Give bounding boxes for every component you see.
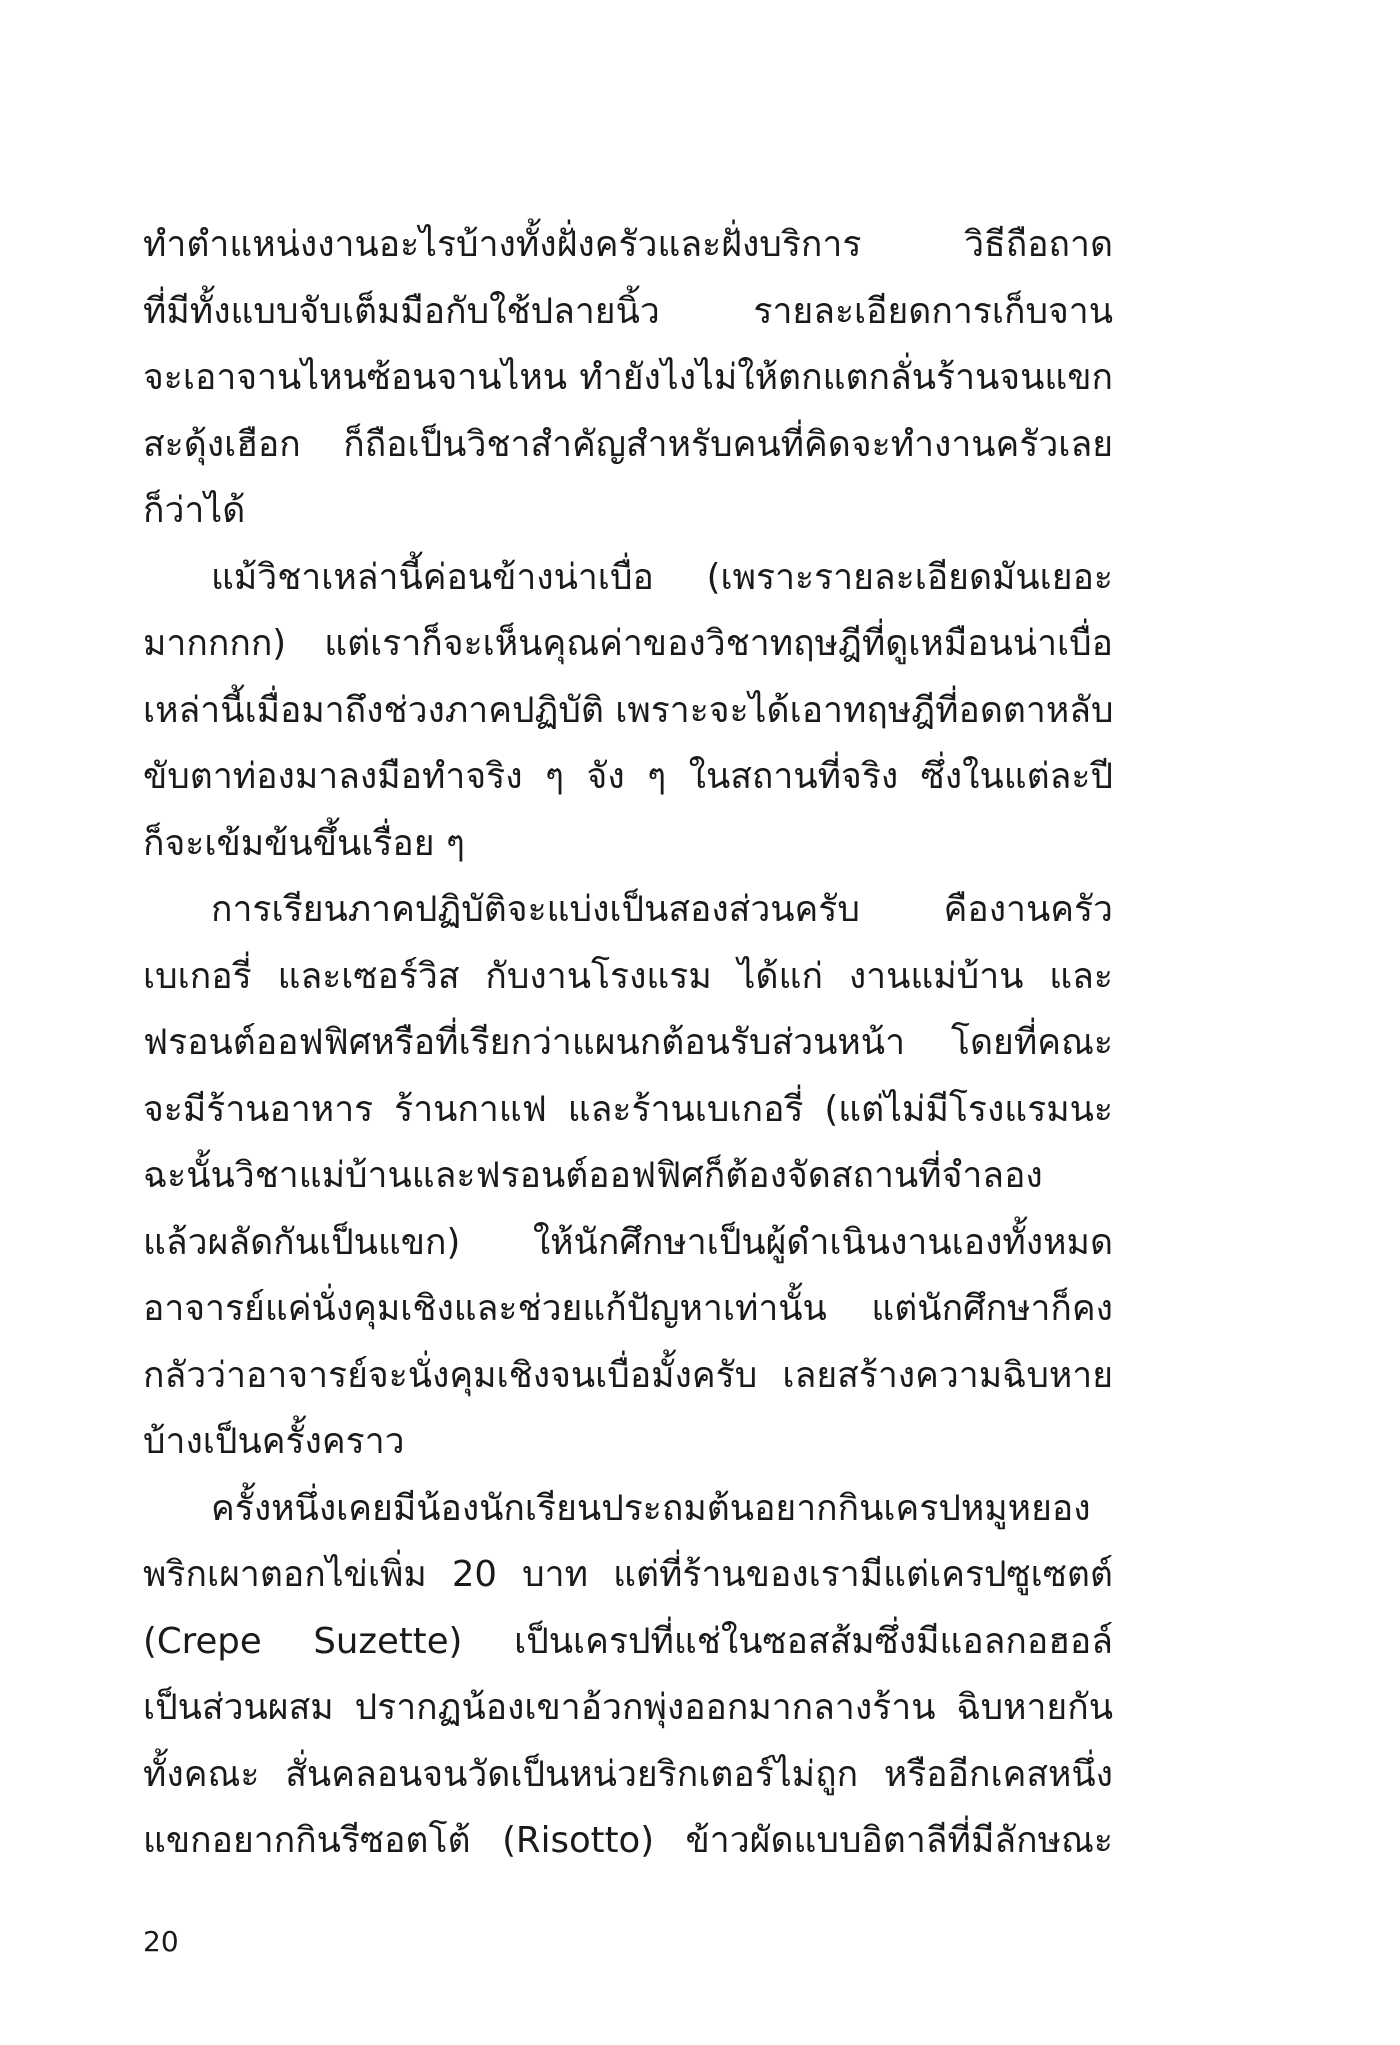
text-line-2: ที่มีทั้งแบบจับเต็มมือกับใช้ปลายนิ้ว รายละเอียดการเก็บจาน — [143, 290, 1113, 332]
text-line-19: บ้างเป็นครั้งคราว — [143, 1421, 405, 1462]
text-line-12: เบเกอรี่ และเซอร์วิส กับงานโรงแรม ได้แก่ งานแม่บ้าน และ — [143, 955, 1113, 997]
text-line-7: มากกกก) แต่เราก็จะเห็นคุณค่าของวิชาทฤษฎีที่ดูเหมือนน่าเบื่อ — [143, 623, 1113, 664]
text-line-5: ก็ว่าได้ — [143, 490, 246, 531]
text-line-14: จะมีร้านอาหาร ร้านกาแฟ และร้านเบเกอรี่ (แต่ไม่มีโรงแรมนะ — [143, 1088, 1113, 1130]
text-line-17: อาจารย์แค่นั่งคุมเชิงและช่วยแก้ปัญหาเท่านั้น แต่นักศึกษาก็คง — [143, 1288, 1113, 1329]
text-line-3: จะเอาจานไหนซ้อนจานไหน ทำยังไงไม่ให้ตกแตกลั่นร้านจนแขก — [143, 357, 1113, 398]
text-line-10: ก็จะเข้มข้นขึ้นเรื่อย ๆ — [143, 822, 465, 864]
text-line-1: ทำตำแหน่งงานอะไรบ้างทั้งฝั่งครัวและฝั่งบริการ วิธีถือถาด — [143, 224, 1113, 265]
text-line-25: แขกอยากกินรีซอตโต้ (Risotto) ข้าวผัดแบบอิตาลีที่มีลักษณะ — [143, 1820, 1113, 1861]
text-line-13: ฟรอนต์ออฟฟิศหรือที่เรียกว่าแผนกต้อนรับส่วนหน้า โดยที่คณะ — [143, 1022, 1113, 1063]
body-text — [143, 212, 1113, 1875]
text-line-18: กลัวว่าอาจารย์จะนั่งคุมเชิงจนเบื่อมั้งครับ เลยสร้างความฉิบหาย — [143, 1354, 1113, 1396]
text-line-16: แล้วผลัดกันเป็นแขก) ให้นักศึกษาเป็นผู้ดำเนินงานเองทั้งหมด — [143, 1221, 1113, 1263]
text-line-8: เหล่านี้เมื่อมาถึงช่วงภาคปฏิบัติ เพราะจะได้เอาทฤษฎีที่อดตาหลับ — [143, 689, 1114, 731]
text-line-15: ฉะนั้นวิชาแม่บ้านและฟรอนต์ออฟฟิศก็ต้องจัดสถานที่จำลอง — [143, 1155, 1043, 1196]
text-line-24: ทั้งคณะ สั่นคลอนจนวัดเป็นหน่วยริกเตอร์ไม่ถูก หรืออีกเคสหนึ่ง — [143, 1753, 1113, 1795]
text-line-23: เป็นส่วนผสม ปรากฏน้องเขาอ้วกพุ่งออกมากลางร้าน ฉิบหายกัน — [143, 1687, 1113, 1728]
text-line-21: พริกเผาตอกไข่เพิ่ม 20 บาท แต่ที่ร้านของเรามีแต่เครปซูเซตต์ — [143, 1554, 1113, 1595]
text-line-11: การเรียนภาคปฏิบัติจะแบ่งเป็นสองส่วนครับ คืองานครัว — [211, 889, 1113, 930]
text-line-4: สะดุ้งเฮือก ก็ถือเป็นวิชาสำคัญสำหรับคนที่คิดจะทำงานครัวเลย — [143, 423, 1113, 465]
page-number: 20 — [143, 1925, 179, 1958]
text-line-6: แม้วิชาเหล่านี้ค่อนข้างน่าเบื่อ (เพราะรายละเอียดมันเยอะ — [211, 556, 1113, 598]
text-line-22: (Crepe Suzette) เป็นเครปที่แช่ในซอสส้มซึ่งมีแอลกอฮอล์ — [143, 1620, 1113, 1662]
text-line-20: ครั้งหนึ่งเคยมีน้องนักเรียนประถมต้นอยากกินเครปหมูหยอง — [211, 1487, 1091, 1529]
text-line-9: ขับตาท่องมาลงมือทำจริง ๆ จัง ๆ ในสถานที่จริง ซึ่งในแต่ละปี — [143, 756, 1113, 797]
